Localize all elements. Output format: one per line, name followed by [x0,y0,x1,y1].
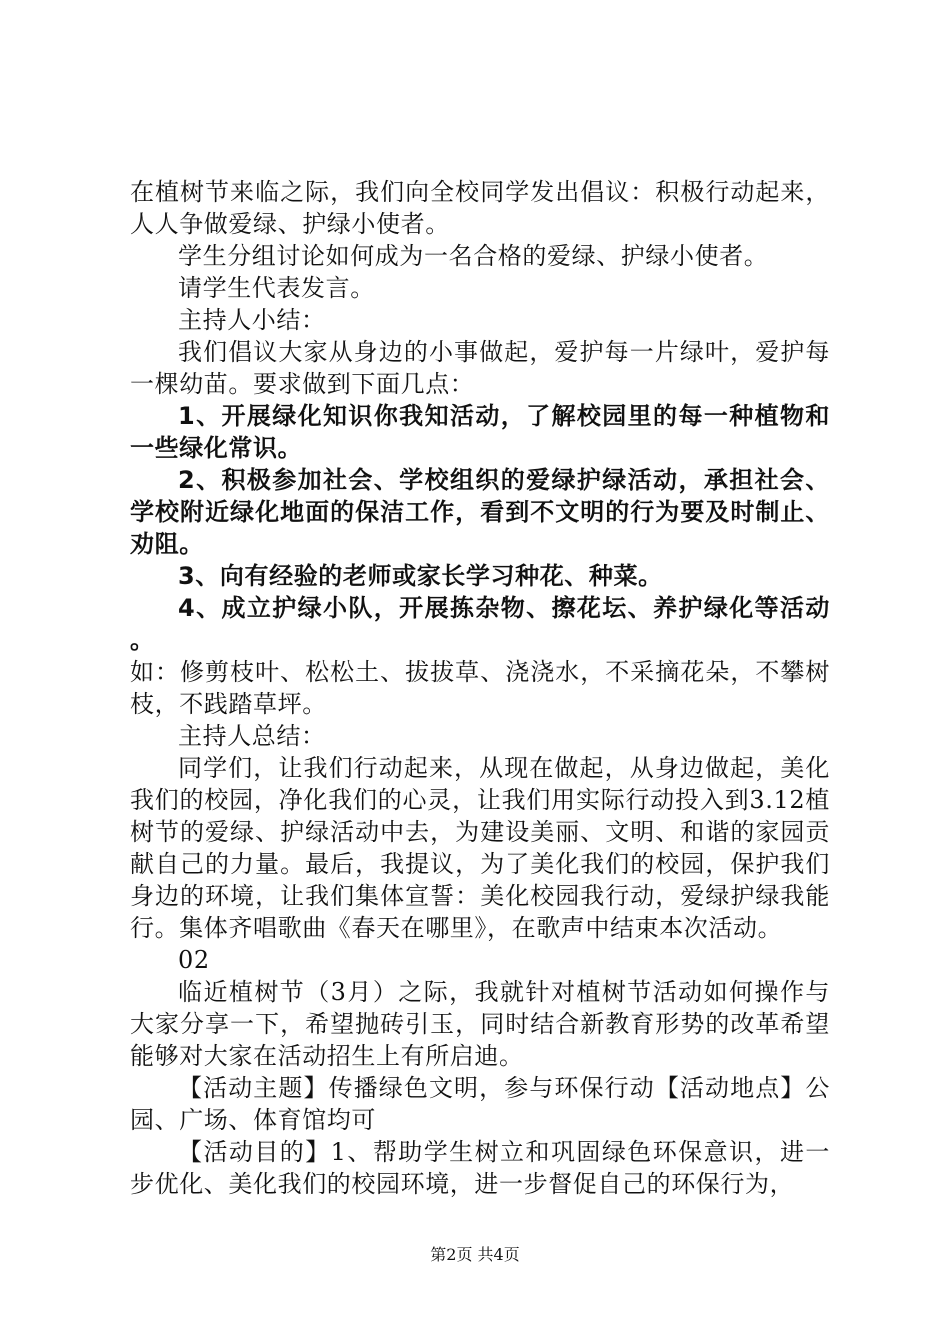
page-number-label: 第2页 共4页 [430,1245,520,1264]
paragraph-examples: 如：修剪枝叶、松松土、拔拔草、浇浇水，不采摘花朵，不攀树枝，不践踏草坪。 [130,658,830,718]
paragraph-requirement-2: 2、积极参加社会、学校组织的爱绿护绿活动，承担社会、学校附近绿化地面的保洁工作，看到不文明的行为要及时制止、劝阻。 [130,466,830,558]
paragraph-activity-purpose: 【活动目的】1、帮助学生树立和巩固绿色环保意识，进一步优化、美化我们的校园环境，进一步督促自己的环保行为， [130,1138,830,1198]
paragraph-requirement-4: 4、成立护绿小队，开展拣杂物、擦花坛、养护绿化等活动。 [130,594,830,654]
paragraph-intro: 临近植树节（3月）之际，我就针对植树节活动如何操作与大家分享一下，希望抛砖引玉，同时结合新教育形势的改革希望能够对大家在活动招生上有所启迪。 [130,978,830,1070]
paragraph-requirement-1: 1、开展绿化知识你我知活动，了解校园里的每一种植物和一些绿化常识。 [130,402,830,462]
paragraph-host-summary-heading: 主持人小结： [178,306,326,334]
paragraph-student-speech: 请学生代表发言。 [178,274,375,302]
paragraph-section-number: 02 [178,946,210,974]
paragraph-activity-theme: 【活动主题】传播绿色文明，参与环保行动【活动地点】公园、广场、体育馆均可 [130,1074,830,1134]
paragraph-group-discussion: 学生分组讨论如何成为一名合格的爱绿、护绿小使者。 [178,242,769,270]
paragraph-requirement-3: 3、向有经验的老师或家长学习种花、种菜。 [178,562,663,590]
paragraph-proposal: 在植树节来临之际，我们向全校同学发出倡议：积极行动起来，人人争做爱绿、护绿小使者。 [130,178,830,238]
document-body [130,176,830,1200]
paragraph-host-summary: 我们倡议大家从身边的小事做起，爱护每一片绿叶，爱护每一棵幼苗。要求做到下面几点： [130,338,830,398]
paragraph-host-conclusion: 同学们，让我们行动起来，从现在做起，从身边做起，美化我们的校园，净化我们的心灵，让我们用实际行动投入到3.12植树节的爱绿、护绿活动中去，为建设美丽、文明、和谐的家园贡献自己的力量。最后，我提议，为了美化我们的校园，保护我们身边的环境，让我们集体宣誓：美化校园我行动，爱绿护绿我能行。集体齐唱歌曲《春天在哪里》，在歌声中结束本次活动。 [130,754,830,942]
paragraph-host-conclusion-heading: 主持人总结： [178,722,326,750]
page-footer [0,1245,950,1265]
